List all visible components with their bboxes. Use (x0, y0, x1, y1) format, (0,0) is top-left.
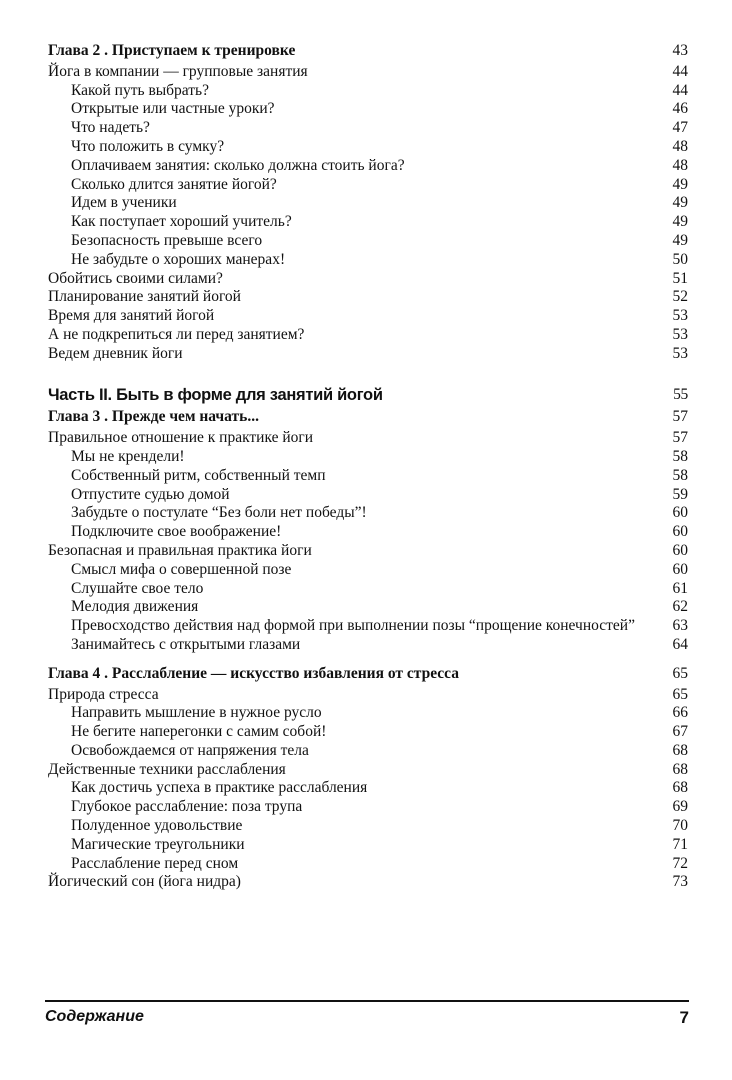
page-number: 44 (672, 81, 688, 99)
table-of-contents (48, 42, 688, 892)
toc-entry (48, 176, 688, 195)
toc-entry (48, 82, 688, 101)
toc-entry (48, 723, 688, 742)
toc-entry (48, 138, 688, 157)
folio-page-number: 7 (679, 1008, 689, 1027)
entry-title: Как достичь успеха в практике расслабления (71, 779, 368, 797)
page-number: 49 (672, 213, 688, 231)
entry-title: Правильное отношение к практике йоги (48, 429, 314, 447)
page-number: 71 (672, 835, 688, 853)
entry-title: Занимайтесь с открытыми глазами (71, 635, 301, 653)
entry-title: Как поступает хороший учитель? (71, 213, 292, 231)
toc-entry (48, 251, 688, 270)
entry-title: Действенные техники расслабления (48, 760, 286, 778)
entry-title: А не подкрепиться ли перед занятием? (48, 325, 305, 343)
entry-title: Безопасность превыше всего (71, 231, 263, 249)
entry-title: Сколько длится занятие йогой? (71, 175, 277, 193)
page-number: 49 (672, 194, 688, 212)
page-number: 46 (672, 100, 688, 118)
entry-title: Магические треугольники (71, 835, 245, 853)
toc-entry (48, 429, 688, 448)
toc-entry (48, 855, 688, 874)
page-number: 44 (672, 62, 688, 80)
toc-entry (48, 617, 688, 636)
entry-title: Безопасная и правильная практика йоги (48, 541, 312, 559)
toc-entry (48, 213, 688, 232)
toc-entry (48, 704, 688, 723)
running-title: Содержание (45, 1008, 144, 1025)
entry-title: Смысл мифа о совершенной позе (71, 560, 292, 578)
toc-entry (48, 194, 688, 213)
page-number: 65 (672, 685, 688, 703)
toc-entry (48, 307, 688, 326)
chapter-heading (48, 42, 688, 61)
toc-entry (48, 798, 688, 817)
chapter-heading (48, 665, 688, 684)
entry-title: Не бегите наперегонки с самим собой! (71, 723, 327, 741)
toc-entry (48, 232, 688, 251)
entry-title: Ведем дневник йоги (48, 344, 183, 362)
entry-title: Собственный ритм, собственный темп (71, 466, 326, 484)
entry-title: Глубокое расслабление: поза трупа (71, 798, 303, 816)
entry-title: Идем в ученики (71, 194, 177, 212)
toc-entry (48, 486, 688, 505)
page-number: 62 (672, 598, 688, 616)
page-number: 68 (672, 741, 688, 759)
toc-entry (48, 270, 688, 289)
entry-title: Направить мышление в нужное русло (71, 704, 322, 722)
toc-entry (48, 523, 688, 542)
entry-title: Что положить в сумку? (71, 137, 225, 155)
entry-title: Расслабление перед сном (71, 854, 239, 872)
entry-title: Оплачиваем занятия: сколько должна стоить йога? (71, 156, 405, 174)
page-number: 69 (672, 798, 688, 816)
toc-entry (48, 636, 688, 655)
page-number: 60 (672, 541, 688, 559)
toc-entry (48, 598, 688, 617)
page-number: 52 (672, 288, 688, 306)
toc-entry (48, 561, 688, 580)
page-number: 55 (673, 385, 688, 403)
page-number: 67 (672, 723, 688, 741)
entry-title: Мелодия движения (71, 598, 199, 616)
entry-title: Превосходство действия над формой при выполнении позы “прощение конечностей” (71, 617, 635, 635)
entry-title: Мы не крендели! (71, 447, 185, 465)
page-number: 59 (672, 485, 688, 503)
toc-entry (48, 504, 688, 523)
toc-entry (48, 100, 688, 119)
page-number: 65 (672, 664, 688, 682)
entry-title: Обойтись своими силами? (48, 269, 223, 287)
page-number: 58 (672, 466, 688, 484)
toc-entry (48, 119, 688, 138)
toc-entry (48, 817, 688, 836)
entry-title: Подключите свое воображение! (71, 523, 282, 541)
toc-entry (48, 326, 688, 345)
page-number: 47 (672, 119, 688, 137)
entry-title: Время для занятий йогой (48, 307, 215, 325)
toc-entry (48, 761, 688, 780)
entry-title: Отпустите судью домой (71, 485, 230, 503)
entry-title: Природа стресса (48, 685, 159, 703)
part-title: Часть II. Быть в форме для занятий йогой (48, 385, 383, 404)
toc-entry (48, 779, 688, 798)
chapter-title: Глава 3 . Прежде чем начать... (48, 408, 259, 426)
entry-title: Освобождаемся от напряжения тела (71, 741, 309, 759)
page-number: 61 (672, 579, 688, 597)
entry-title: Не забудьте о хороших манерах! (71, 250, 286, 268)
entry-title: Что надеть? (71, 119, 150, 137)
page-number: 48 (672, 156, 688, 174)
toc-entry (48, 63, 688, 82)
page-number: 73 (672, 873, 688, 891)
page-number: 72 (672, 854, 688, 872)
page-number: 68 (672, 760, 688, 778)
page-number: 60 (672, 504, 688, 522)
toc-entry (48, 288, 688, 307)
page-number: 63 (672, 617, 688, 635)
chapter-title: Глава 4 . Расслабление — искусство избавления от стресса (48, 664, 459, 682)
entry-title: Открытые или частные уроки? (71, 100, 275, 118)
entry-title: Слушайте свое тело (71, 579, 204, 597)
part-heading (48, 386, 688, 405)
page-number: 64 (672, 635, 688, 653)
page-number: 57 (672, 408, 688, 426)
toc-entry (48, 157, 688, 176)
entry-title: Планирование занятий йогой (48, 288, 241, 306)
toc-entry (48, 836, 688, 855)
toc-entry (48, 686, 688, 705)
page-number: 48 (672, 137, 688, 155)
page-number: 51 (672, 269, 688, 287)
toc-entry (48, 448, 688, 467)
page-number: 49 (672, 175, 688, 193)
entry-title: Какой путь выбрать? (71, 81, 210, 99)
entry-title: Йога в компании — групповые занятия (48, 62, 308, 80)
entry-title: Йогический сон (йога нидра) (48, 873, 241, 891)
page-number: 60 (672, 523, 688, 541)
page-number: 53 (672, 307, 688, 325)
toc-entry (48, 873, 688, 892)
toc-entry (48, 542, 688, 561)
chapter-heading (48, 408, 688, 427)
page-number: 68 (672, 779, 688, 797)
page-number: 66 (672, 704, 688, 722)
page-number: 58 (672, 447, 688, 465)
page-number: 70 (672, 817, 688, 835)
toc-entry (48, 467, 688, 486)
chapter-title: Глава 2 . Приступаем к тренировке (48, 42, 296, 59)
toc-entry (48, 345, 688, 364)
toc-entry (48, 580, 688, 599)
entry-title: Полуденное удовольствие (71, 817, 243, 835)
entry-title: Забудьте о постулате “Без боли нет победы”! (71, 504, 367, 522)
page-number: 43 (672, 42, 688, 59)
page-number: 60 (672, 560, 688, 578)
page-number: 53 (672, 325, 688, 343)
page-footer (45, 1000, 689, 1028)
page-number: 49 (672, 231, 688, 249)
page-number: 50 (672, 250, 688, 268)
toc-entry (48, 742, 688, 761)
page-number: 57 (672, 429, 688, 447)
page-number: 53 (672, 344, 688, 362)
